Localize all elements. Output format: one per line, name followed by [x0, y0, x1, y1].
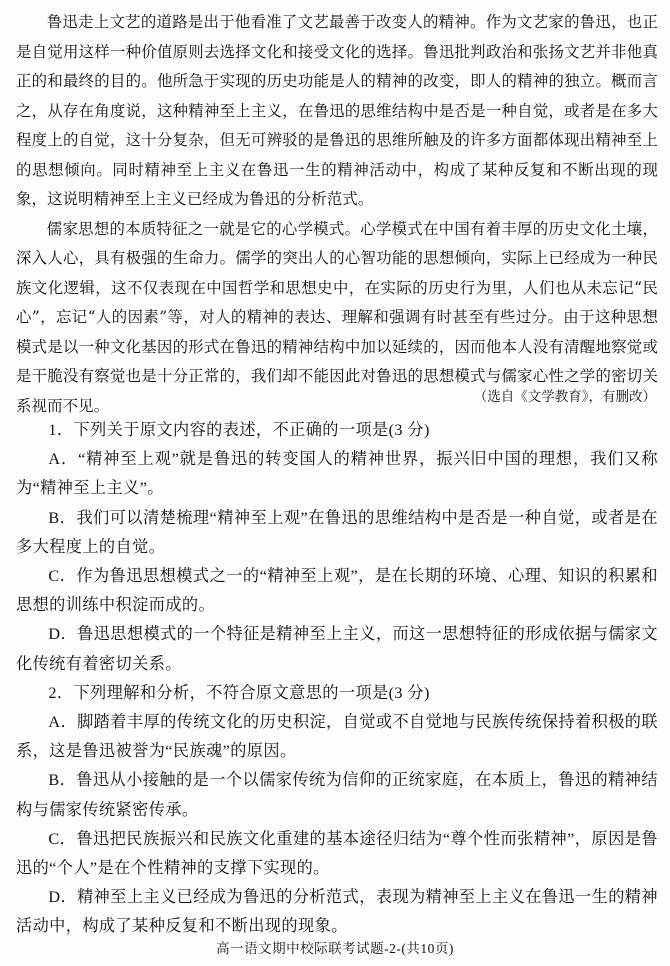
passage-paragraph-1: 鲁迅走上文艺的道路是出于他看准了文艺最善于改变人的精神。作为文艺家的鲁迅，也正是自觉用这样一种价值原则去选择文化和接受文化的选择。鲁迅批判政治和张扬文艺并非他真正的和最终的目的。他所急于实现的历史功能是人的精神的改变，即人的精神的独立。概而言之，从存在角度说，这种精神至上主义，在鲁迅的思维结构中是否是一种自觉，或者是在多大程度上的自觉，这十分复杂，但无可辨驳的是鲁迅的思维所触及的许多方面都体现出精神至上的思想倾向。同时精神至上主义在鲁迅一生的精神活动中，构成了某种反复和不断出现的现象，这说明精神至上主义已经成为鲁迅的分析范式。 [16, 13, 658, 208]
page-footer: 高一语文期中校际联考试题-2-(共10页) [216, 941, 454, 956]
question-1-option-b: B．我们可以清楚梳理“精神至上观”在鲁迅的思维结构中是否是一种自觉，或者是在多大程度上的自觉。 [16, 508, 658, 556]
question-1-option-c: C．作为鲁迅思想模式之一的“精神至上观”，是在长期的环境、心理、知识的积累和思想的训练中积淀而成的。 [16, 567, 658, 615]
reading-passage [16, 8, 658, 421]
question-2-stem: 2．下列理解和分析，不符合原文意思的一项是(3 分) [48, 683, 430, 702]
question-1-option-a: A．“精神至上观”就是鲁迅的转变国人的精神世界，振兴旧中国的理想，我们又称为“精神至上主义”。 [16, 450, 658, 498]
question-2-option-a: A．脚踏着丰厚的传统文化的历史积淀，自觉或不自觉地与民族传统保持着积极的联系，这是鲁迅被誉为“民族魂”的原因。 [16, 713, 658, 761]
passage-source: （选自《文学教育》，有删改） [473, 389, 656, 405]
questions-section [16, 416, 658, 942]
question-1-option-d: D．鲁迅思想模式的一个特征是精神至上主义，而这一思想特征的形成依据与儒家文化传统有着密切关系。 [16, 625, 658, 673]
question-2-option-b: B．鲁迅从小接触的是一个以儒家传统为信仰的正统家庭，在本质上，鲁迅的精神结构与儒家传统紧密传承。 [16, 771, 658, 819]
passage-paragraph-2: 儒家思想的本质特征之一就是它的心学模式。心学模式在中国有着丰厚的历史文化土壤，深入人心，具有极强的生命力。儒学的突出人的心智功能的思想倾向，实际上已经成为一种民族文化逻辑，这不仅表现在中国哲学和思想史中，在实际的历史行为里，人们也从未忘记“民心”，忘记“人的因素”等，对人的精神的表达、理解和强调有时甚至有些过分。由于这种思想模式是以一种文化基因的形式在鲁迅的精神结构中加以延续的，因而他本人没有清醒地察觉或是干脆没有察觉也是十分正常的，我们却不能因此对鲁迅的思想模式与儒家心性之学的密切关系视而不见。 [16, 219, 658, 415]
question-2-option-d: D．精神至上主义已经成为鲁迅的分析范式，表现为精神至上主义在鲁迅一生的精神活动中，构成了某种反复和不断出现的现象。 [16, 888, 658, 936]
question-1-stem: 1．下列关于原文内容的表述，不正确的一项是(3 分) [48, 421, 430, 439]
question-2-option-c: C．鲁迅把民族振兴和民族文化重建的基本途径归结为“尊个性而张精神”，原因是鲁迅的“个人”是在个性精神的支撑下实现的。 [16, 829, 658, 878]
